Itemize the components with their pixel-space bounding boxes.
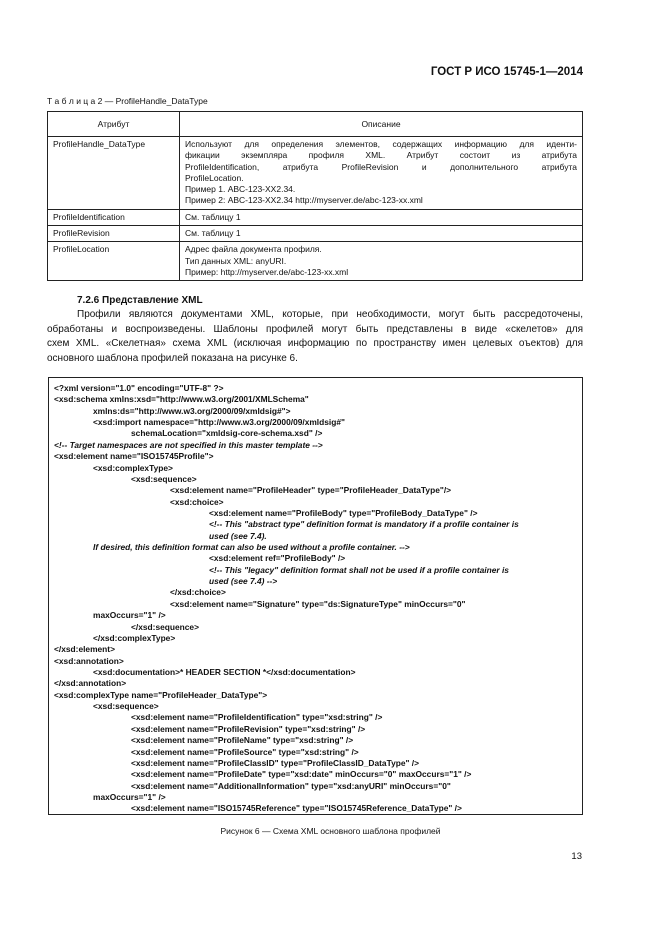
code-line: <xsd:element name="ProfileIdentification" type="xsd:string" /> — [131, 712, 383, 723]
code-line: <xsd:element name="ISO15745Profile"> — [54, 451, 214, 462]
description-line: ProfileLocation. — [185, 172, 244, 183]
description-line: фикации экземпляра профиля XML. Атрибут состоит из атрибута — [185, 150, 577, 161]
description-line: ProfileIdentification, атрибута ProfileRevision и дополнительного атрибута — [185, 161, 577, 172]
code-line: xmlns:ds="http://www.w3.org/2000/09/xmldsig#"> — [93, 405, 291, 416]
code-line: <?xml version="1.0" encoding="UTF-8" ?> — [54, 383, 224, 393]
description-line: Адрес файла документа профиля. — [185, 244, 322, 255]
code-line: If desired, this definition format can also be used without a profile container. --> — [93, 542, 410, 553]
code-line: </xsd:choice> — [170, 587, 226, 598]
description-line: Тип данных XML: anyURI. — [185, 255, 287, 266]
code-line: <xsd:complexType> — [93, 462, 173, 473]
code-line: <!-- Target namespaces are not specified in this master template --> — [54, 439, 323, 450]
code-line: <xsd:element name="ProfileBody" type="ProfileBody_DataType" /> — [209, 507, 478, 518]
description-cell — [180, 209, 583, 225]
table-row — [48, 242, 583, 281]
description-line: См. таблицу 1 — [185, 211, 241, 222]
code-line: <xsd:choice> — [170, 496, 224, 507]
attribute-cell: ProfileRevision — [48, 226, 180, 242]
description-cell — [180, 242, 583, 281]
code-line: <xsd:annotation> — [54, 655, 124, 666]
code-line: schemaLocation="xmldsig-core-schema.xsd" /> — [131, 428, 323, 439]
standard-header: ГОСТ Р ИСО 15745-1—2014 — [430, 66, 583, 78]
paragraph-line: схем XML. «Скелетная» схема XML (исключая информацию по пространству имен целевых оъектов) для — [47, 338, 583, 349]
paragraph-line: основного шаблона профилей показана на рисунке 6. — [47, 352, 298, 364]
description-cell — [180, 226, 583, 242]
table-row — [48, 226, 583, 242]
section-title: 7.2.6 Представление XML — [77, 295, 203, 306]
code-line: <xsd:element name="ProfileClassID" type="ProfileClassID_DataType" /> — [131, 757, 420, 768]
code-line: maxOccurs="1" /> — [93, 791, 166, 802]
code-line: maxOccurs="1" /> — [93, 610, 166, 621]
code-line: <xsd:import namespace="http://www.w3.org/2000/09/xmldsig#" — [93, 417, 345, 428]
description-line: Пример 1. ABC-123-XX2.34. — [185, 184, 296, 195]
code-line: <xsd:element name="ProfileSource" type="xsd:string" /> — [131, 746, 359, 757]
table-header-row — [48, 112, 583, 137]
table-row — [48, 137, 583, 210]
code-line: <xsd:element name="Signature" type="ds:SignatureType" minOccurs="0" — [170, 598, 466, 609]
attribute-table — [47, 111, 583, 281]
description-cell — [180, 137, 583, 210]
code-line: <xsd:element ref="ProfileBody" /> — [209, 553, 346, 564]
code-line: <xsd:sequence> — [93, 701, 159, 712]
code-line: <xsd:schema xmlns:xsd="http://www.w3.org/2001/XMLSchema" — [54, 394, 309, 405]
attribute-cell: ProfileIdentification — [48, 209, 180, 225]
column-header-attribute: Атрибут — [48, 112, 180, 137]
code-line: <xsd:element name="ProfileHeader" type="ProfileHeader_DataType"/> — [170, 485, 452, 496]
code-line: <xsd:element name="ProfileDate" type="xsd:date" minOccurs="0" maxOccurs="1" /> — [131, 769, 472, 780]
code-line: <xsd:element name="ProfileName" type="xsd:string" /> — [131, 735, 354, 746]
code-line: <xsd:element name="AdditionalInformation" type="xsd:anyURI" minOccurs="0" — [131, 780, 451, 791]
description-line: См. таблицу 1 — [185, 228, 241, 239]
paragraph-line: обработаны и воспроизведены. Шаблоны профилей могут быть представлены в виде «скелетов» для — [47, 323, 583, 335]
section-paragraph — [47, 308, 583, 366]
xml-code-figure — [48, 377, 583, 815]
description-line: Пример 2: ABC-123-XX2.34 http://myserver.de/abc-123-xx.xml — [185, 195, 423, 206]
paragraph-line: Профили являются документами XML, которые, при необходимости, могут быть рассредоточены, — [77, 309, 583, 320]
description-line: Используют для определения элементов, содержащих информацию для иденти- — [185, 139, 577, 149]
code-line: <!-- This "abstract type" definition format is mandatory if a profile container is — [209, 519, 519, 530]
code-line: <xsd:element name="ISO15745Reference" type="ISO15745Reference_DataType" /> — [131, 803, 462, 814]
code-line: <xsd:complexType name="ProfileHeader_DataType"> — [54, 689, 268, 700]
table-caption: Т а б л и ц а 2 — ProfileHandle_DataType — [47, 96, 208, 106]
code-line: </xsd:annotation> — [54, 678, 127, 689]
code-line: <!-- This "legacy" definition format shall not be used if a profile container is — [209, 564, 509, 575]
attribute-cell: ProfileHandle_DataType — [48, 137, 180, 210]
code-line: <xsd:sequence> — [131, 473, 197, 484]
description-line: Пример: http://myserver.de/abc-123-xx.xml — [185, 266, 349, 277]
figure-caption: Рисунок 6 — Схема XML основного шаблона профилей — [220, 826, 441, 836]
code-line: used (see 7.4). — [209, 530, 267, 541]
code-line: </xsd:element> — [54, 644, 115, 655]
table-row — [48, 209, 583, 225]
attribute-cell: ProfileLocation — [48, 242, 180, 281]
code-line: </xsd:sequence> — [131, 621, 199, 632]
code-line: <xsd:documentation>* HEADER SECTION *</xsd:documentation> — [93, 667, 356, 677]
column-header-description: Описание — [180, 112, 583, 137]
code-line: <xsd:element name="ProfileRevision" type="xsd:string" /> — [131, 723, 366, 734]
code-line: used (see 7.4) --> — [209, 576, 278, 587]
code-line: </xsd:complexType> — [93, 632, 176, 643]
page-number: 13 — [571, 851, 582, 862]
